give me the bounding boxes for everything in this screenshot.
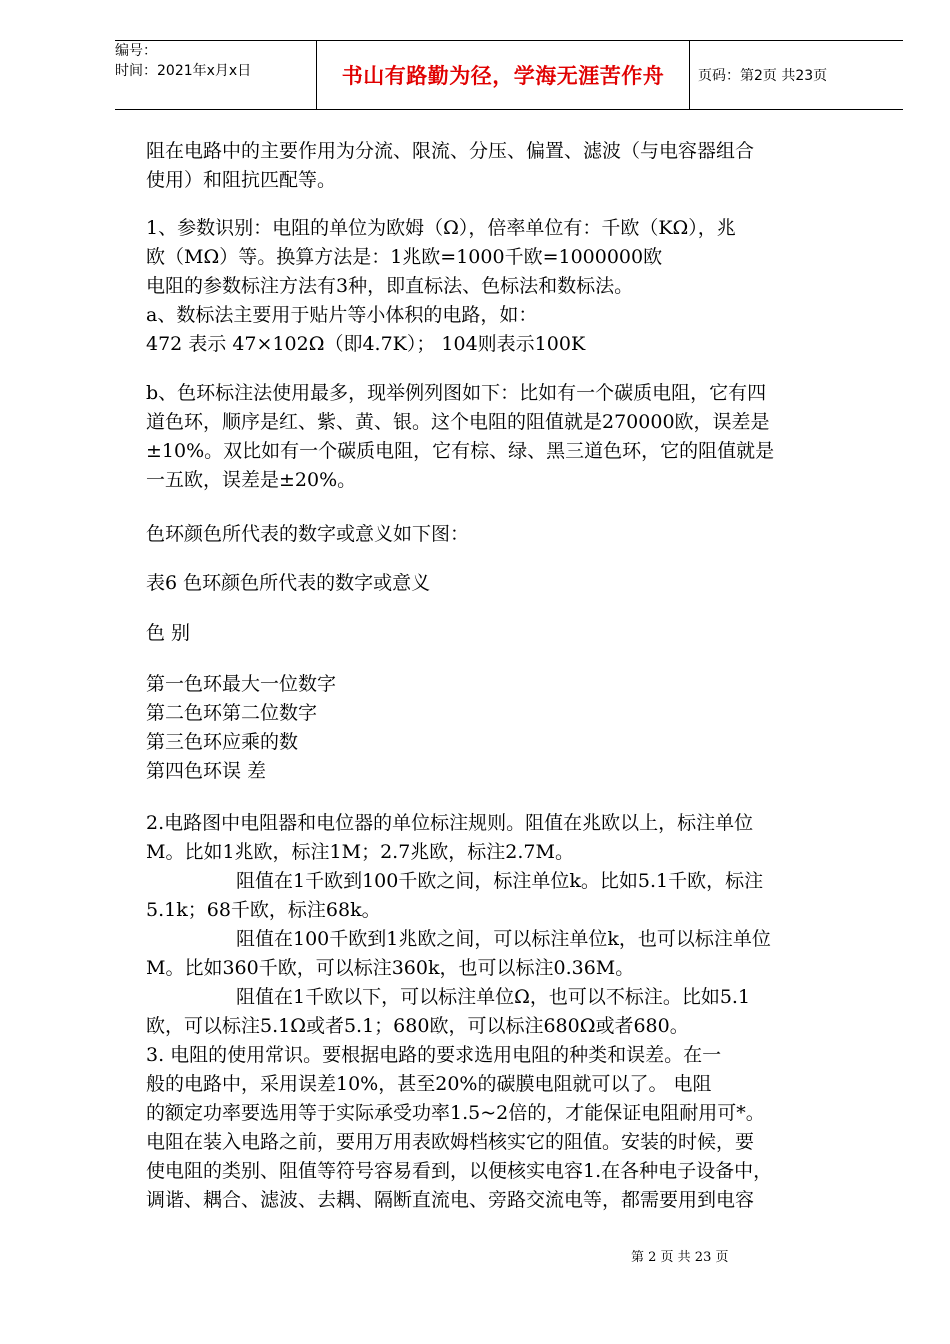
header-meta (115, 41, 317, 109)
body-line: 阻在电路中的主要作用为分流、限流、分压、偏置、滤波（与电容器组合 (146, 140, 755, 162)
body-line: 第二色环第二位数字 (146, 702, 318, 724)
body-line: 电阻的参数标注方法有3种，即直标法、色标法和数标法。 (146, 275, 634, 297)
body-line: 阻值在100千欧到1兆欧之间，可以标注单位k，也可以标注单位 (236, 928, 771, 950)
body-line: 3. 电阻的使用常识。要根据电路的要求选用电阻的种类和误差。在一 (146, 1044, 722, 1066)
body-line: M。比如360千欧，可以标注360k，也可以标注0.36M。 (146, 957, 635, 979)
body-line: 第一色环最大一位数字 (146, 673, 337, 695)
time-label: 时间：2021年x月x日 (115, 63, 252, 79)
body-line: 第三色环应乘的数 (146, 731, 299, 753)
body-line: 第四色环误 差 (146, 760, 267, 782)
body-line: 一五欧，误差是±20%。 (146, 469, 357, 491)
header-motto: 书山有路勤为径，学海无涯苦作舟 (317, 41, 690, 109)
body-line: 般的电路中，采用误差10%，甚至20%的碳膜电阻就可以了。 电阻 (146, 1073, 712, 1095)
body-line: 使电阻的类别、阻值等符号容易看到，以便核实电容1.在各种电子设备中， (146, 1160, 773, 1182)
body-line: 1、参数识别：电阻的单位为欧姆（Ω），倍率单位有：千欧（KΩ），兆 (146, 217, 736, 239)
number-label: 编号： (115, 43, 157, 59)
body-line: 2.电路图中电阻器和电位器的单位标注规则。阻值在兆欧以上，标注单位 (146, 812, 754, 834)
table-caption: 表6 色环颜色所代表的数字或意义 (146, 572, 431, 594)
body-line: 使用）和阻抗匹配等。 (146, 169, 337, 191)
body-line: 472 表示 47×102Ω（即4.7K）； 104则表示100K (146, 333, 586, 355)
body-line: 道色环，顺序是红、紫、黄、银。这个电阻的阻值就是270000欧，误差是 (146, 411, 770, 433)
body-line: 欧（MΩ）等。换算方法是：1兆欧=1000千欧=1000000欧 (146, 246, 663, 268)
body-line: 阻值在1千欧以下，可以标注单位Ω，也可以不标注。比如5.1 (236, 986, 751, 1008)
header-page-info: 页码：第2页 共23页 (698, 68, 828, 84)
body-line: a、数标法主要用于贴片等小体积的电路，如： (146, 304, 538, 326)
body-line: M。比如1兆欧，标注1M；2.7兆欧，标注2.7M。 (146, 841, 574, 863)
body-line: 5.1k；68千欧，标注68k。 (146, 899, 381, 921)
body-line: 色 别 (146, 622, 191, 644)
body-line: 阻值在1千欧到100千欧之间，标注单位k。比如5.1千欧，标注 (236, 870, 764, 892)
body-line: ±10%。双比如有一个碳质电阻，它有棕、绿、黑三道色环，它的阻值就是 (146, 440, 775, 462)
page-footer: 第 2 页 共 23 页 (631, 1250, 729, 1265)
body-line: b、色环标注法使用最多，现举例列图如下：比如有一个碳质电阻，它有四 (146, 382, 767, 404)
body-line: 的额定功率要选用等于实际承受功率1.5~2倍的，才能保证电阻耐用可*。 (146, 1102, 765, 1124)
body-line: 调谐、耦合、滤波、去耦、隔断直流电、旁路交流电等，都需要用到电容 (146, 1189, 755, 1211)
body-line: 色环颜色所代表的数字或意义如下图： (146, 523, 470, 545)
body-line: 电阻在装入电路之前，要用万用表欧姆档核实它的阻值。安装的时候，要 (146, 1131, 755, 1153)
body-line: 欧，可以标注5.1Ω或者5.1；680欧，可以标注680Ω或者680。 (146, 1015, 689, 1037)
page-header (115, 40, 903, 110)
